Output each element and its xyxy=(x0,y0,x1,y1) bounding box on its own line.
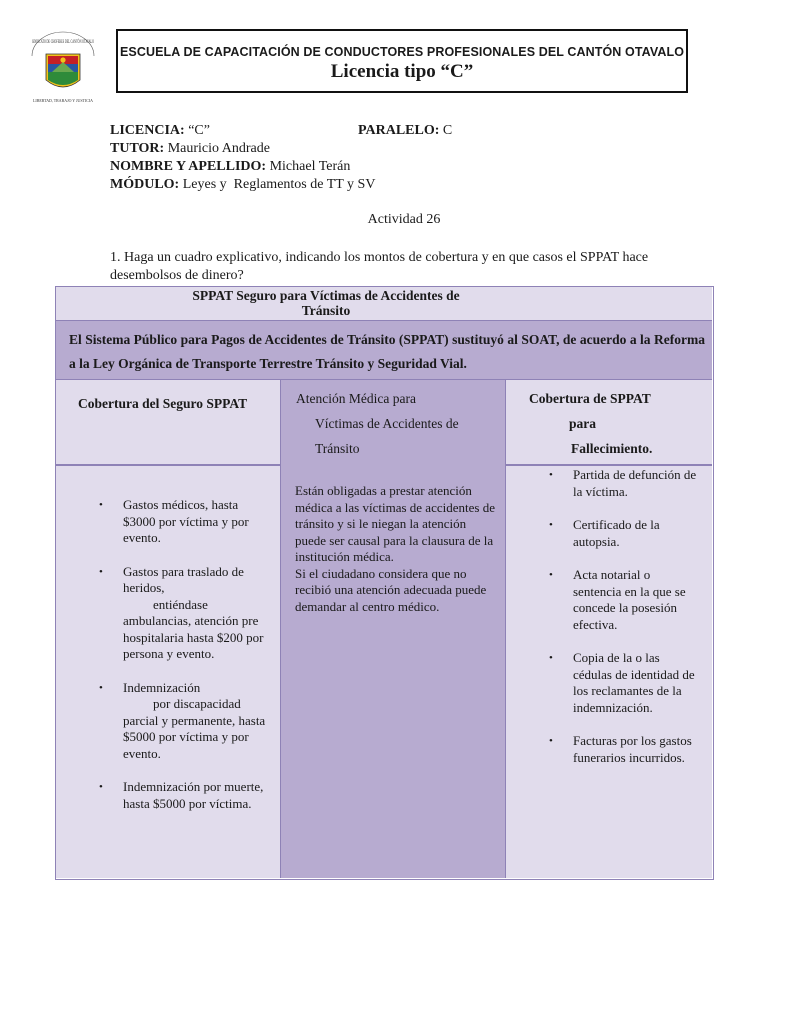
col2-header-line: Víctimas de Accidentes de xyxy=(315,416,459,431)
medical-attention-text xyxy=(295,483,495,615)
tutor-line xyxy=(110,140,270,158)
table-title-row xyxy=(56,287,712,321)
list-item: • Indemnización por muerte, hasta $5000 por víctima. xyxy=(99,779,264,811)
module-value: Leyes y Reglamentos de TT y SV xyxy=(179,177,376,192)
list-item: • Facturas por los gastos funerarios incurridos. xyxy=(549,733,692,765)
col2-header xyxy=(296,386,496,461)
question-text: 1. Haga un cuadro explicativo, indicando los montos de cobertura y en que casos el SPPAT hace desembolsos de dinero? xyxy=(110,250,649,283)
paralelo-value: C xyxy=(439,123,453,138)
bullet-icon: • xyxy=(549,735,553,747)
table-intro-text: El Sistema Público para Pagos de Accidentes de Tránsito (SPPAT) sustituyó al SOAT, de acuerdo a la Reforma a la Ley Orgánica de Transporte Terrestre Tránsito y Seguridad Vial. xyxy=(69,332,705,371)
union-logo xyxy=(26,34,150,104)
tutor-label: TUTOR: xyxy=(110,141,165,156)
col2-header-line: Atención Médica para xyxy=(296,391,416,406)
table-intro-row xyxy=(56,321,712,380)
bullet-icon: • xyxy=(549,469,553,481)
bullet-icon: • xyxy=(549,569,553,581)
license-type-title: Licencia tipo “C” xyxy=(330,61,474,82)
bullet-icon: • xyxy=(549,652,553,664)
license-label: LICENCIA: xyxy=(110,123,185,138)
column-divider xyxy=(505,380,506,878)
col3-header xyxy=(529,386,699,461)
student-name-line xyxy=(110,158,350,176)
table-title-line2: Tránsito xyxy=(301,303,351,318)
bullet-icon: • xyxy=(99,565,103,578)
activity-title: Actividad 26 xyxy=(367,212,441,227)
medical-attention-paragraph: Si el ciudadano considera que no recibió una atención adecuada puede demandar al centro médico. xyxy=(295,565,487,614)
bullet-icon: • xyxy=(99,499,103,511)
list-item: • Certificado de la autopsia. xyxy=(549,517,660,549)
col1-header: Cobertura del Seguro SPPAT xyxy=(78,396,248,411)
col3-header-line: para xyxy=(569,416,596,431)
bullet-icon: • xyxy=(549,519,553,531)
school-name: ESCUELA DE CAPACITACIÓN DE CONDUCTORES PROFESIONALES DEL CANTÓN OTAVALO xyxy=(119,45,685,59)
bullet-icon: • xyxy=(99,781,103,793)
tutor-value: Mauricio Andrade xyxy=(164,141,270,156)
logo-top-text: SINDICATO DE CHOFERES DEL CANTÓN OTAVALO xyxy=(32,40,150,45)
column-divider xyxy=(280,380,281,878)
license-value: “C” xyxy=(184,123,210,138)
list-item: • Indemnización por discapacidad parcial y permanente, hasta $5000 por víctima y por evento. xyxy=(99,679,266,761)
license-line xyxy=(110,122,210,140)
student-name-label: NOMBRE Y APELLIDO: xyxy=(110,159,267,174)
col3-header-line: Fallecimiento. xyxy=(571,441,653,456)
paralelo-line xyxy=(358,122,452,140)
paralelo-label: PARALELO: xyxy=(358,123,440,138)
module-line xyxy=(110,176,375,194)
sppat-table xyxy=(55,286,714,880)
table-title xyxy=(56,288,596,318)
list-item: • Gastos médicos, hasta $3000 por víctima y por evento. xyxy=(99,497,249,545)
medical-attention-paragraph: Están obligadas a prestar atención médica a las víctimas de accidentes de tránsito y si le niegan la atención puede ser causal para la clausura de la institución médica. xyxy=(295,483,495,564)
coverage-list xyxy=(99,497,273,829)
bullet-icon: • xyxy=(99,681,103,694)
col3-header-line: Cobertura de SPPAT xyxy=(529,391,651,406)
student-name-value: Michael Terán xyxy=(266,159,351,174)
list-item: • Acta notarial o sentencia en la que se concede la posesión efectiva. xyxy=(549,567,686,632)
module-label: MÓDULO: xyxy=(110,177,180,192)
logo-motto: LIBERTAD, TRABAJO Y JUSTICIA xyxy=(33,98,97,103)
death-coverage-list xyxy=(549,467,698,783)
list-item: • Gastos para traslado de heridos, entiéndase ambulancias, atención pre hospitalaria hasta $200 por persona y evento. xyxy=(99,563,264,661)
table-title-line1: SPPAT Seguro para Víctimas de Accidentes de xyxy=(192,288,460,303)
list-item: • Copia de la o las cédulas de identidad de los reclamantes de la indemnización. xyxy=(549,650,695,715)
list-item: • Partida de defunción de la víctima. xyxy=(549,467,697,499)
header-box xyxy=(116,29,688,93)
col2-header-line: Tránsito xyxy=(315,441,360,456)
